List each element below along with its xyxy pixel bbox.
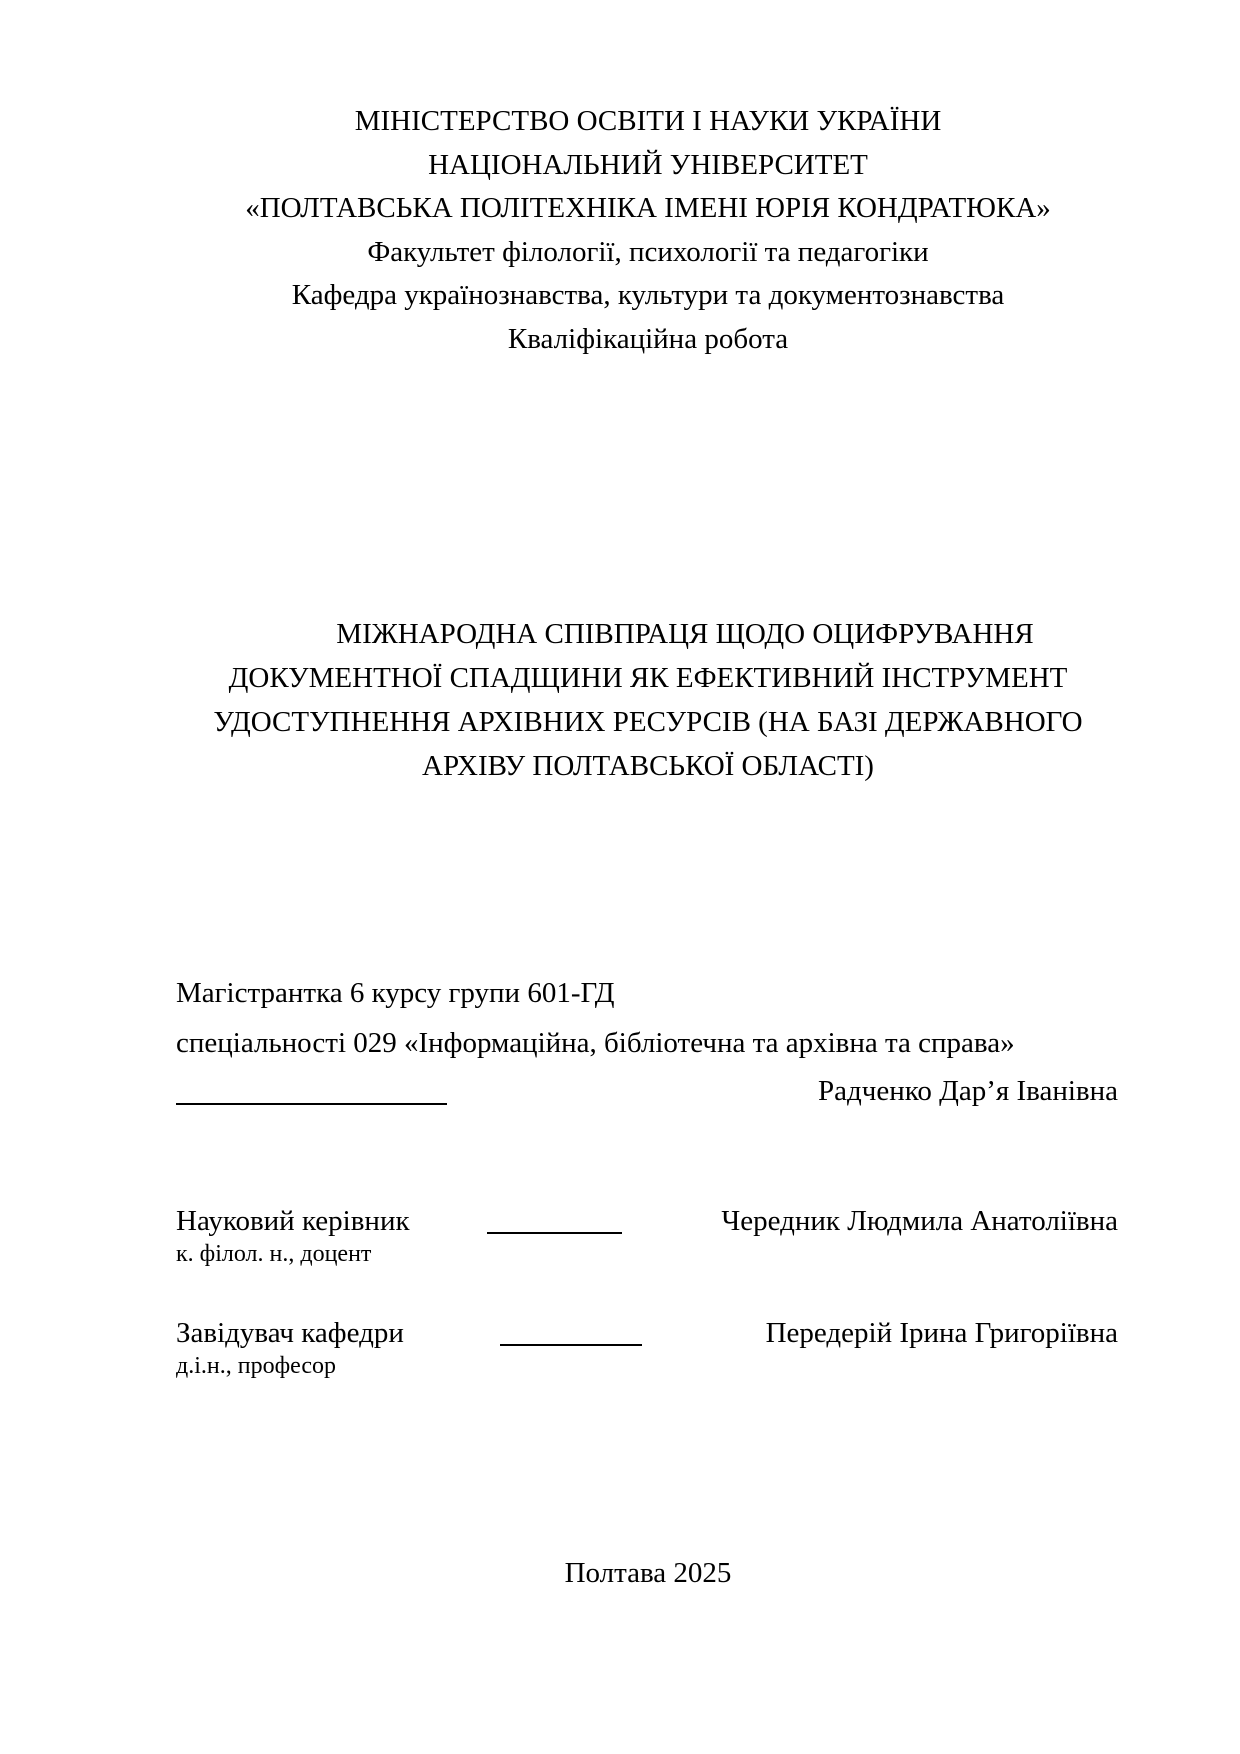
thesis-title — [176, 612, 1120, 788]
supervisor-signature-line — [487, 1232, 622, 1234]
author-name: Радченко Дар’я Іванівна — [818, 1075, 1118, 1107]
author-speciality-line: спеціальності 029 «Інформаційна, бібліотечна та архівна та справа» — [176, 1027, 1015, 1059]
faculty-line: Факультет філології, психології та педагогіки — [367, 235, 929, 268]
university-header — [176, 100, 1120, 362]
author-course-line: Магістрантка 6 курсу групи 601-ГД — [176, 977, 615, 1009]
university-line: НАЦІОНАЛЬНИЙ УНІВЕРСИТЕТ — [428, 148, 868, 181]
university-name-line: «ПОЛТАВСЬКА ПОЛІТЕХНІКА ІМЕНІ ЮРІЯ КОНДРАТЮКА» — [245, 192, 1051, 225]
city-year-footer: Полтава 2025 — [564, 1557, 732, 1589]
department-head-degree-label: д.і.н., професор — [176, 1353, 337, 1379]
work-type-line: Кваліфікаційна робота — [507, 322, 789, 355]
supervisor-name: Чередник Людмила Анатоліївна — [721, 1205, 1118, 1237]
supervisor-degree-label: к. філол. н., доцент — [176, 1241, 372, 1267]
thesis-title-line: УДОСТУПНЕННЯ АРХІВНИХ РЕСУРСІВ (НА БАЗІ ДЕРЖАВНОГО — [213, 706, 1083, 738]
author-block — [176, 968, 1015, 1068]
department-head-signature-line — [500, 1344, 642, 1346]
ministry-line: МІНІСТЕРСТВО ОСВІТИ І НАУКИ УКРАЇНИ — [354, 105, 942, 137]
department-line: Кафедра українознавства, культури та документознавства — [291, 279, 1005, 312]
supervisor-role-label: Науковий керівник — [176, 1205, 410, 1237]
department-head-role-label: Завідувач кафедри — [176, 1317, 404, 1349]
thesis-title-line: ДОКУМЕНТНОЇ СПАДЩИНИ ЯК ЕФЕКТИВНИЙ ІНСТРУМЕНТ — [228, 662, 1068, 694]
department-head-name: Передерій Ірина Григоріївна — [765, 1317, 1118, 1349]
author-signature-line — [176, 1103, 447, 1105]
thesis-title-line: МІЖНАРОДНА СПІВПРАЦЯ ЩОДО ОЦИФРУВАННЯ — [336, 618, 1034, 650]
thesis-title-line: АРХІВУ ПОЛТАВСЬКОЇ ОБЛАСТІ) — [422, 750, 874, 782]
